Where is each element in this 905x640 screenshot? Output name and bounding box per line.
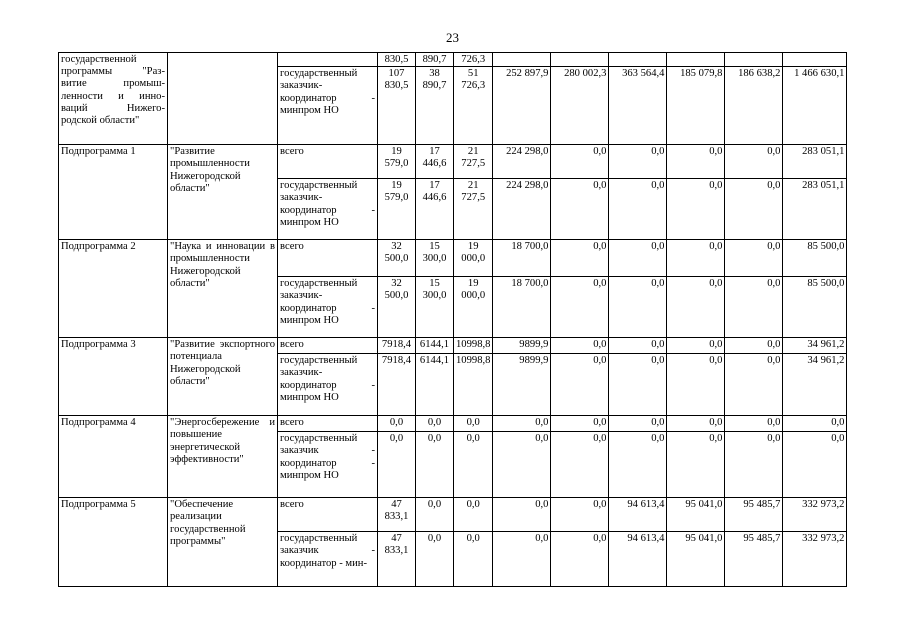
value-cell: 10998,8 [454,354,493,416]
value-cell: 0,0 [416,416,454,432]
value-cell: 32 500,0 [378,277,416,338]
value-cell: 0,0 [667,145,725,179]
value-cell: 0,0 [454,498,493,532]
value-cell: 185 079,8 [667,67,725,145]
value-cell: 830,5 [378,53,416,67]
value-cell: 95 485,7 [725,498,783,532]
value-cell: 0,0 [551,145,609,179]
value-cell: 0,0 [493,416,551,432]
subprogram-name: "Энергосбережение и повышение энергетической эффективности" [168,416,278,498]
subprogram-label: Подпрограмма 2 [59,240,168,338]
value-cell: 0,0 [493,432,551,498]
value-cell: 0,0 [609,179,667,240]
program-line: ленности и инно- [61,90,165,102]
value-cell: 0,0 [551,354,609,416]
subprogram-label: Подпрограмма 1 [59,145,168,240]
value-cell: 85 500,0 [783,277,847,338]
value-cell [783,53,847,67]
value-cell: 283 051,1 [783,145,847,179]
type-cell: всего [278,145,378,179]
value-cell: 85 500,0 [783,240,847,277]
value-cell: 0,0 [551,338,609,354]
type-cell: всего [278,338,378,354]
value-cell: 0,0 [454,432,493,498]
type-cell: государственный заказчик-координатор - минпром НО [278,67,378,145]
value-cell: 224 298,0 [493,179,551,240]
value-cell: 0,0 [667,338,725,354]
value-cell: 32 500,0 [378,240,416,277]
value-cell: 0,0 [609,416,667,432]
value-cell: 252 897,9 [493,67,551,145]
value-cell: 283 051,1 [783,179,847,240]
value-cell: 34 961,2 [783,338,847,354]
value-cell: 0,0 [725,432,783,498]
value-cell: 95 041,0 [667,498,725,532]
value-cell: 0,0 [551,532,609,587]
program-line: программы "Раз- [61,66,165,78]
subprogram-label: Подпрограмма 5 [59,498,168,587]
value-cell: 0,0 [551,432,609,498]
value-cell: 0,0 [378,432,416,498]
type-cell: всего [278,416,378,432]
budget-table [58,52,847,587]
type-cell: государственный заказчик-координатор - минпром НО [278,354,378,416]
value-cell: 0,0 [725,145,783,179]
value-cell: 0,0 [454,532,493,587]
value-cell: 15 300,0 [416,277,454,338]
value-cell: 21 727,5 [454,145,493,179]
value-cell: 0,0 [416,532,454,587]
value-cell: 95 041,0 [667,532,725,587]
value-cell: 0,0 [725,338,783,354]
program-line: родской области" [61,115,140,127]
value-cell: 107 830,5 [378,67,416,145]
value-cell: 280 002,3 [551,67,609,145]
value-cell: 0,0 [551,277,609,338]
subprogram-name: "Обеспечение реализации государственной программы" [168,498,278,587]
value-cell: 0,0 [667,240,725,277]
value-cell: 94 613,4 [609,532,667,587]
value-cell: 19 000,0 [454,240,493,277]
value-cell: 7918,4 [378,354,416,416]
value-cell: 0,0 [609,240,667,277]
value-cell: 0,0 [416,498,454,532]
value-cell: 21 727,5 [454,179,493,240]
value-cell: 0,0 [416,432,454,498]
value-cell: 0,0 [667,277,725,338]
value-cell: 0,0 [783,416,847,432]
value-cell: 1 466 630,1 [783,67,847,145]
value-cell: 34 961,2 [783,354,847,416]
type-cell: государственный заказчик-координатор - минпром НО [278,179,378,240]
value-cell: 363 564,4 [609,67,667,145]
value-cell: 18 700,0 [493,240,551,277]
value-cell: 15 300,0 [416,240,454,277]
subprogram-name: "Развитие промышленности Нижегородской области" [168,145,278,240]
value-cell: 47 833,1 [378,498,416,532]
value-cell: 726,3 [454,53,493,67]
program-line: государственной [61,54,137,65]
value-cell: 38 890,7 [416,67,454,145]
value-cell: 17 446,6 [416,145,454,179]
value-cell: 0,0 [551,416,609,432]
value-cell: 890,7 [416,53,454,67]
value-cell: 0,0 [609,277,667,338]
value-cell [725,53,783,67]
value-cell: 0,0 [725,277,783,338]
type-cell: всего [278,240,378,277]
value-cell: 9899,9 [493,354,551,416]
type-cell [278,53,378,67]
value-cell: 0,0 [551,498,609,532]
subprogram-label: Подпрограмма 4 [59,416,168,498]
value-cell: 186 638,2 [725,67,783,145]
value-cell: 332 973,2 [783,498,847,532]
value-cell: 0,0 [667,416,725,432]
subprogram-name: "Развитие экспортного потенциала Нижегородской области" [168,338,278,416]
type-cell: государственный заказчик - координатор - минпром НО [278,432,378,498]
subprogram-label: Подпрограмма 3 [59,338,168,416]
value-cell: 0,0 [725,179,783,240]
program-name-cell [59,53,168,145]
value-cell: 224 298,0 [493,145,551,179]
value-cell: 0,0 [667,432,725,498]
value-cell: 0,0 [551,240,609,277]
value-cell: 17 446,6 [416,179,454,240]
type-cell: государственный заказчик-координатор - минпром НО [278,277,378,338]
value-cell: 19 579,0 [378,179,416,240]
value-cell: 10998,8 [454,338,493,354]
program-line: витие промыш- [61,78,165,90]
value-cell: 18 700,0 [493,277,551,338]
value-cell: 0,0 [551,179,609,240]
value-cell: 6144,1 [416,338,454,354]
value-cell: 7918,4 [378,338,416,354]
table-body [59,53,847,587]
type-cell: всего [278,498,378,532]
table-row [59,145,847,179]
value-cell: 19 000,0 [454,277,493,338]
value-cell: 95 485,7 [725,532,783,587]
value-cell: 0,0 [378,416,416,432]
value-cell: 332 973,2 [783,532,847,587]
value-cell: 51 726,3 [454,67,493,145]
value-cell: 0,0 [667,354,725,416]
subprogram-name: "Наука и инновации в промышленности Нижегородской области" [168,240,278,338]
value-cell: 94 613,4 [609,498,667,532]
value-cell: 9899,9 [493,338,551,354]
value-cell: 0,0 [783,432,847,498]
value-cell: 6144,1 [416,354,454,416]
table-row [59,53,847,67]
value-cell: 0,0 [609,338,667,354]
value-cell: 0,0 [493,532,551,587]
value-cell: 0,0 [609,145,667,179]
type-cell: государственный заказчик - координатор - мин- [278,532,378,587]
value-cell: 0,0 [725,240,783,277]
value-cell: 0,0 [454,416,493,432]
value-cell: 0,0 [725,354,783,416]
value-cell: 0,0 [609,432,667,498]
value-cell [493,53,551,67]
table-row [59,498,847,532]
value-cell: 0,0 [667,179,725,240]
value-cell: 0,0 [609,354,667,416]
value-cell: 47 833,1 [378,532,416,587]
program-line: ваций Нижего- [61,102,165,114]
table-row [59,338,847,354]
value-cell [551,53,609,67]
value-cell: 0,0 [493,498,551,532]
value-cell: 19 579,0 [378,145,416,179]
value-cell: 0,0 [725,416,783,432]
value-cell [667,53,725,67]
table-row [59,240,847,277]
program-blank-cell [168,53,278,145]
value-cell [609,53,667,67]
table-row [59,416,847,432]
page-number: 23 [446,30,459,45]
